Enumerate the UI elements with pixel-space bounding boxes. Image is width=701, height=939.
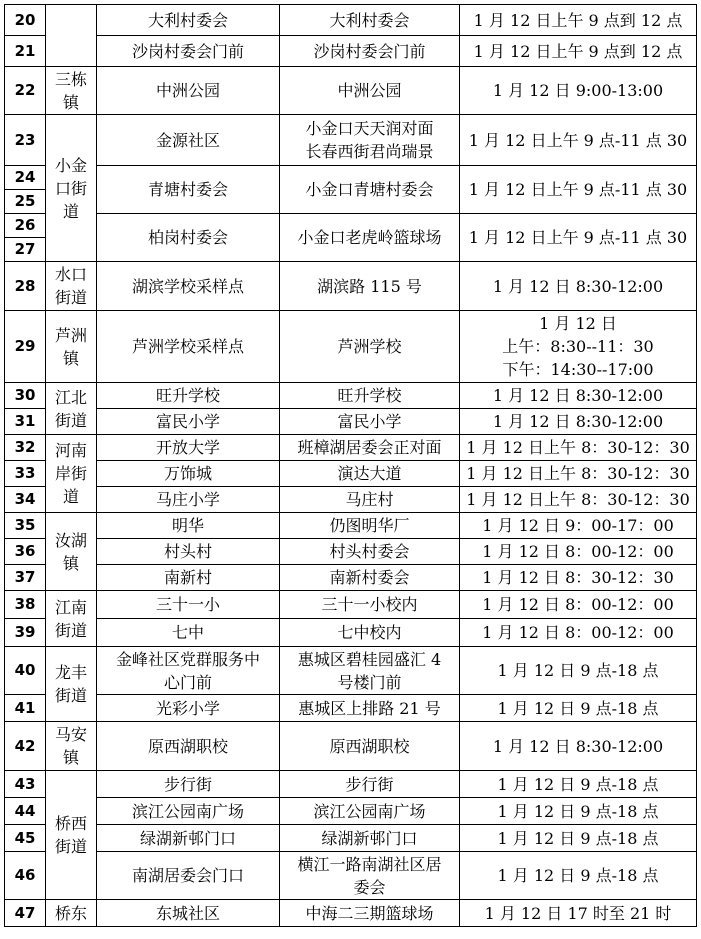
district-cell: 马安 镇	[46, 722, 97, 771]
table-row	[5, 852, 697, 900]
site-address: 湖滨路 115 号	[280, 262, 460, 311]
testing-time: 1 月 12 日 9 点-18 点	[460, 695, 697, 722]
table-row	[5, 383, 697, 409]
row-number: 25	[5, 190, 46, 214]
row-number: 46	[5, 852, 46, 900]
site-name: 村头村	[97, 539, 280, 565]
district-cell	[46, 5, 97, 67]
site-address: 三十一小校内	[280, 591, 460, 619]
site-name: 青塘村委会	[97, 166, 280, 214]
site-name: 富民小学	[97, 409, 280, 435]
site-address: 滨江公园南广场	[280, 798, 460, 825]
testing-time: 1 月 12 日 17 时至 21 时	[460, 900, 697, 927]
testing-time: 1 月 12 日 9 点-18 点	[460, 798, 697, 825]
site-address: 小金口老虎岭篮球场	[280, 214, 460, 262]
district-cell: 桥西 街道	[46, 771, 97, 900]
site-name: 马庄小学	[97, 487, 280, 513]
table-row	[5, 36, 697, 67]
testing-time: 1 月 12 日 8：30-12：30	[460, 565, 697, 591]
site-name: 金源社区	[97, 115, 280, 166]
site-name: 步行街	[97, 771, 280, 798]
table-row	[5, 67, 697, 115]
site-name: 湖滨学校采样点	[97, 262, 280, 311]
table-row	[5, 461, 697, 487]
testing-time: 1 月 12 日 9 点-18 点	[460, 852, 697, 900]
site-address: 大利村委会	[280, 5, 460, 36]
testing-time: 1 月 12 日 9:00-13:00	[460, 67, 697, 115]
site-address: 南新村委会	[280, 565, 460, 591]
table-row	[5, 311, 697, 383]
row-number: 41	[5, 695, 46, 722]
table-row	[5, 115, 697, 166]
table-row	[5, 798, 697, 825]
testing-time: 1 月 12 日 8：00-12：00	[460, 591, 697, 619]
site-address: 芦洲学校	[280, 311, 460, 383]
row-number: 42	[5, 722, 46, 771]
site-name: 东城社区	[97, 900, 280, 927]
testing-time: 1 月 12 日 9：00-17：00	[460, 513, 697, 539]
testing-time: 1 月 12 日 8：00-12：00	[460, 619, 697, 647]
row-number: 37	[5, 565, 46, 591]
site-address: 小金口青塘村委会	[280, 166, 460, 214]
district-cell: 三栋 镇	[46, 67, 97, 115]
district-cell: 江南 街道	[46, 591, 97, 647]
site-name: 芦洲学校采样点	[97, 311, 280, 383]
row-number: 27	[5, 238, 46, 262]
site-address: 中洲公园	[280, 67, 460, 115]
row-number: 38	[5, 591, 46, 619]
table-row	[5, 695, 697, 722]
district-cell: 小金 口街 道	[46, 115, 97, 262]
row-number: 36	[5, 539, 46, 565]
table-row	[5, 214, 697, 238]
table-row	[5, 435, 697, 461]
site-address: 仍图明华厂	[280, 513, 460, 539]
row-number: 45	[5, 825, 46, 852]
testing-sites-table	[4, 4, 697, 927]
row-number: 43	[5, 771, 46, 798]
testing-time: 1 月 12 日 上午：8:30--11：30 下午：14:30--17:00	[460, 311, 697, 383]
testing-time: 1 月 12 日 8：00-12：00	[460, 539, 697, 565]
testing-time: 1 月 12 日 9 点-18 点	[460, 647, 697, 695]
district-cell: 水口 街道	[46, 262, 97, 311]
table-row	[5, 166, 697, 190]
row-number: 44	[5, 798, 46, 825]
site-name: 中洲公园	[97, 67, 280, 115]
testing-time: 1 月 12 日 8:30-12:00	[460, 262, 697, 311]
table-row	[5, 565, 697, 591]
table-row	[5, 825, 697, 852]
row-number: 30	[5, 383, 46, 409]
site-name: 绿湖新邨门口	[97, 825, 280, 852]
row-number: 31	[5, 409, 46, 435]
district-cell: 江北 街道	[46, 383, 97, 435]
site-address: 富民小学	[280, 409, 460, 435]
site-name: 明华	[97, 513, 280, 539]
site-address: 中海二三期篮球场	[280, 900, 460, 927]
table-row	[5, 539, 697, 565]
district-cell: 河南 岸街 道	[46, 435, 97, 513]
site-address: 绿湖新邨门口	[280, 825, 460, 852]
row-number: 22	[5, 67, 46, 115]
site-address: 横江一路南湖社区居 委会	[280, 852, 460, 900]
testing-time: 1 月 12 日 9 点-18 点	[460, 825, 697, 852]
site-address: 演达大道	[280, 461, 460, 487]
testing-time: 1 月 12 日 8:30-12:00	[460, 722, 697, 771]
site-name: 柏岗村委会	[97, 214, 280, 262]
row-number: 20	[5, 5, 46, 36]
site-address: 惠城区碧桂园盛汇 4 号楼门前	[280, 647, 460, 695]
site-name: 原西湖职校	[97, 722, 280, 771]
site-address: 班樟湖居委会正对面	[280, 435, 460, 461]
testing-time: 1 月 12 日 9 点-18 点	[460, 771, 697, 798]
site-name: 光彩小学	[97, 695, 280, 722]
table-row	[5, 771, 697, 798]
testing-time: 1 月 12 日上午 9 点-11 点 30	[460, 166, 697, 214]
row-number: 40	[5, 647, 46, 695]
table-row	[5, 647, 697, 695]
testing-time: 1 月 12 日上午 8：30-12：30	[460, 487, 697, 513]
site-name: 万饰城	[97, 461, 280, 487]
row-number: 32	[5, 435, 46, 461]
district-cell: 汝湖 镇	[46, 513, 97, 591]
site-address: 马庄村	[280, 487, 460, 513]
row-number: 26	[5, 214, 46, 238]
site-name: 三十一小	[97, 591, 280, 619]
testing-time: 1 月 12 日上午 9 点-11 点 30	[460, 214, 697, 262]
table-row	[5, 619, 697, 647]
site-address: 原西湖职校	[280, 722, 460, 771]
site-address: 旺升学校	[280, 383, 460, 409]
table-row	[5, 409, 697, 435]
testing-time: 1 月 12 日上午 9 点到 12 点	[460, 5, 697, 36]
row-number: 34	[5, 487, 46, 513]
table-row	[5, 722, 697, 771]
testing-time: 1 月 12 日 8:30-12:00	[460, 409, 697, 435]
site-address: 七中校内	[280, 619, 460, 647]
site-name: 滨江公园南广场	[97, 798, 280, 825]
row-number: 24	[5, 166, 46, 190]
table-row	[5, 5, 697, 36]
row-number: 35	[5, 513, 46, 539]
row-number: 29	[5, 311, 46, 383]
testing-time: 1 月 12 日 8:30-12:00	[460, 383, 697, 409]
district-cell: 龙丰 街道	[46, 647, 97, 722]
site-name: 开放大学	[97, 435, 280, 461]
site-name: 南湖居委会门口	[97, 852, 280, 900]
row-number: 47	[5, 900, 46, 927]
site-address: 村头村委会	[280, 539, 460, 565]
row-number: 23	[5, 115, 46, 166]
testing-time: 1 月 12 日上午 9 点-11 点 30	[460, 115, 697, 166]
table-row	[5, 591, 697, 619]
testing-time: 1 月 12 日上午 9 点到 12 点	[460, 36, 697, 67]
district-cell: 芦洲 镇	[46, 311, 97, 383]
table-row	[5, 513, 697, 539]
site-address: 步行街	[280, 771, 460, 798]
table-row	[5, 262, 697, 311]
site-name: 南新村	[97, 565, 280, 591]
row-number: 33	[5, 461, 46, 487]
site-name: 沙岗村委会门前	[97, 36, 280, 67]
site-address: 小金口天天润对面 长春西街君尚瑞景	[280, 115, 460, 166]
site-address: 惠城区上排路 21 号	[280, 695, 460, 722]
site-name: 金峰社区党群服务中 心门前	[97, 647, 280, 695]
row-number: 28	[5, 262, 46, 311]
district-cell: 桥东	[46, 900, 97, 927]
row-number: 21	[5, 36, 46, 67]
testing-time: 1 月 12 日上午 8：30-12：30	[460, 461, 697, 487]
site-name: 七中	[97, 619, 280, 647]
table-row	[5, 487, 697, 513]
site-name: 旺升学校	[97, 383, 280, 409]
site-address: 沙岗村委会门前	[280, 36, 460, 67]
row-number: 39	[5, 619, 46, 647]
testing-time: 1 月 12 日上午 8：30-12：30	[460, 435, 697, 461]
site-name: 大利村委会	[97, 5, 280, 36]
table-row	[5, 900, 697, 927]
